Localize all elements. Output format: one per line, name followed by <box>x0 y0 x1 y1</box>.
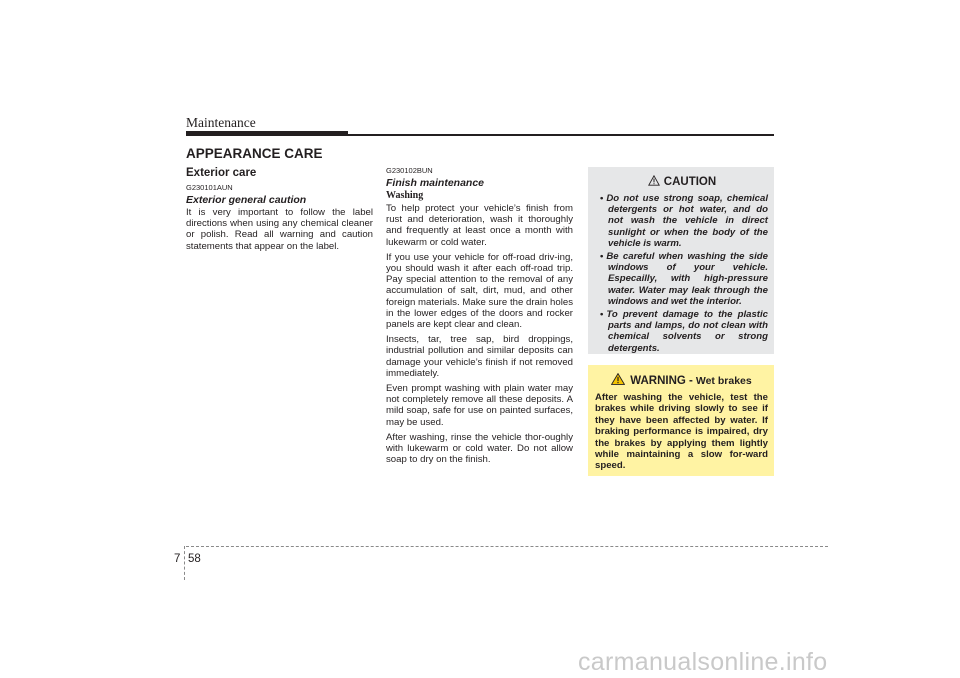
chapter-number: 7 <box>174 553 181 565</box>
warning-text: After washing the vehicle, test the brakes while driving slowly to see if they have been affected by water. If braking performance is impaired, dry the brakes by applying them lightly while maintaining a slow for-ward speed. <box>595 392 768 472</box>
warning-title: WARNING - <box>630 375 693 387</box>
washing-paragraph-4: Even prompt washing with plain water may not completely remove all these deposits. A mild soap, safe for use on painted surfaces, may be used. <box>386 383 573 428</box>
footer-rule <box>186 546 828 547</box>
header-title: Maintenance <box>186 115 256 130</box>
watermark: carmanualsonline.info <box>578 648 828 676</box>
warning-header <box>595 372 768 390</box>
washing-paragraph-2: If you use your vehicle for off-road driv-ing, you should wash it after each off-road trip. Pay special attention to the removal of any accumulation of salt, dirt, mud, and other foreign materials. Make sure the drain holes in the lower edges of the doors and rocker panels are kept clear and clean. <box>386 251 573 331</box>
header-bar-thin <box>348 134 774 136</box>
footer-divider <box>184 546 185 580</box>
column-finish-maintenance <box>386 166 573 469</box>
exterior-care-heading: Exterior care <box>186 167 257 179</box>
caution-item: • To prevent damage to the plastic parts and lamps, do not clean with chemical solvents or strong detergents. <box>600 309 768 354</box>
washing-paragraph-5: After washing, rinse the vehicle thor-oughly with lukewarm or cold water. Do not allow soap to dry on the finish. <box>386 431 573 466</box>
washing-label: Washing <box>386 190 424 201</box>
exterior-general-caution-subheading: Exterior general caution <box>186 194 307 206</box>
caution-box <box>588 167 774 354</box>
warning-box <box>588 365 774 476</box>
exterior-care-code: G230101AUN <box>186 183 233 192</box>
caution-title: CAUTION <box>663 176 717 188</box>
caution-item: • Do not use strong soap, chemical detergents or hot water, and do not wash the vehicle in direct sunlight or when the body of the vehicle is warm. <box>600 193 768 249</box>
section-title: APPEARANCE CARE <box>186 146 323 161</box>
column-exterior-care <box>186 166 373 256</box>
warning-subtitle: Wet brakes <box>695 375 752 387</box>
header-bar-thick <box>186 131 348 136</box>
caution-item: • Be careful when washing the side windows of your vehicle. Especailly, with high-pressure water. Water may leak through the windows and wet the interior. <box>600 251 768 307</box>
caution-header <box>596 173 768 191</box>
washing-paragraph-3: Insects, tar, tree sap, bird droppings, industrial pollution and similar deposits can damage your vehicle’s finish if not removed immediately. <box>386 334 573 379</box>
finish-maintenance-code: G230102BUN <box>386 166 433 175</box>
caution-list <box>596 193 768 354</box>
finish-maintenance-subheading: Finish maintenance <box>386 177 485 189</box>
caution-triangle-icon <box>648 173 660 191</box>
washing-paragraph-1: To help protect your vehicle’s finish from rust and deterioration, wash it thoroughly and frequently at least once a month with lukewarm or cold water. <box>386 203 573 248</box>
page-number: 58 <box>188 553 201 565</box>
warning-triangle-icon <box>611 372 625 390</box>
exterior-care-paragraph: It is very important to follow the label directions when using any chemical cleaner or polish. Read all warning and caution statements that appear on the label. <box>186 207 373 252</box>
